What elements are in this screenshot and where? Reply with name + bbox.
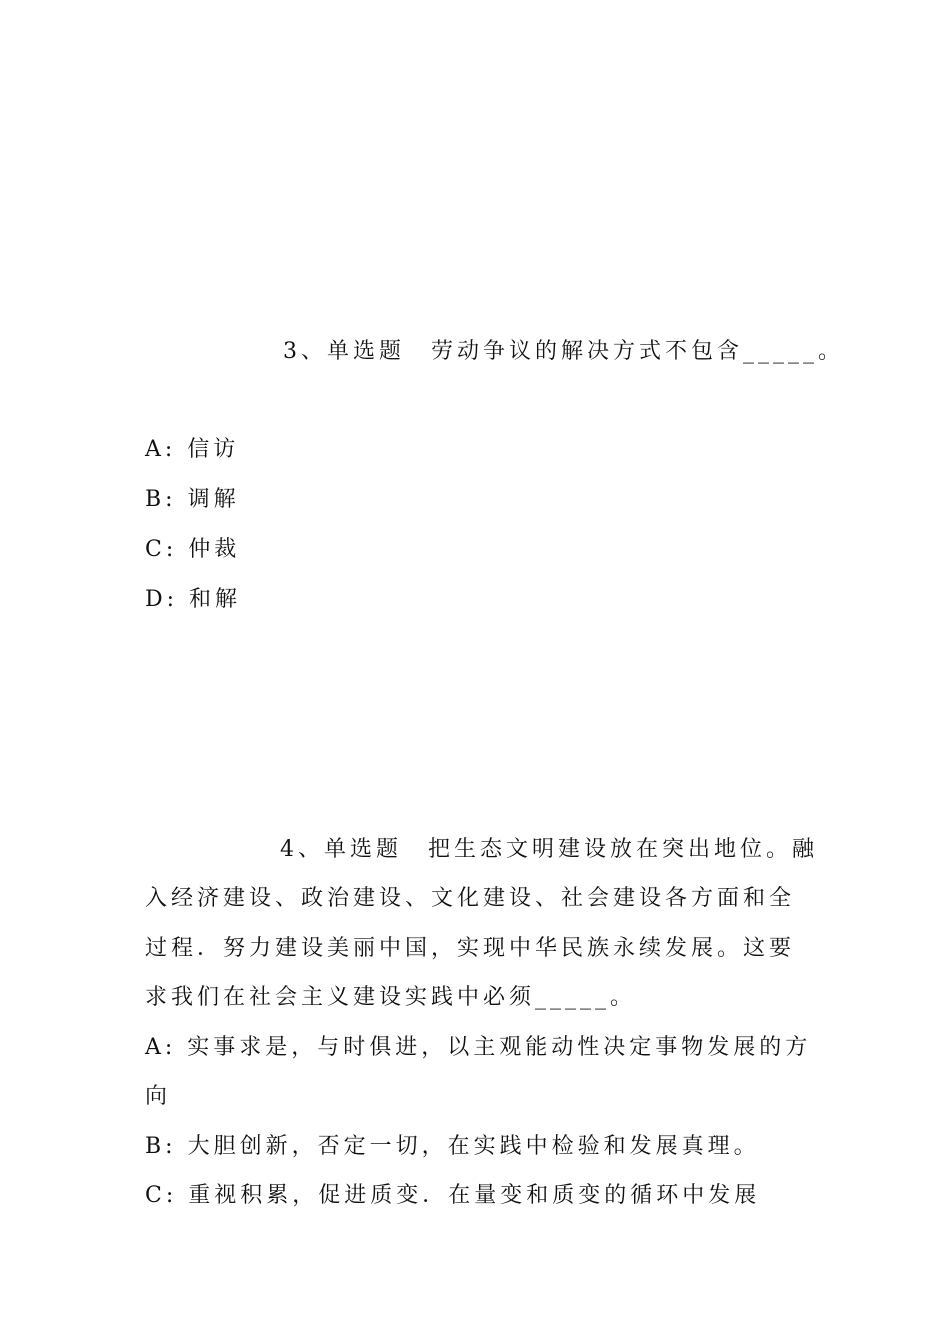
question-3-option-b: B: 调解	[145, 487, 240, 512]
question-4-stem-line: 入经济建设、政治建设、文化建设、社会建设各方面和全	[145, 886, 796, 911]
question-3-stem: 3、单选题 劳动争议的解决方式不包含_____。	[283, 339, 844, 364]
question-4-option-c: C: 重视积累，促进质变．在量变和质变的循环中发展	[145, 1183, 761, 1208]
question-4-stem-line: 求我们在社会主义建设实践中必须_____。	[145, 985, 637, 1010]
question-4-option-a-continued: 向	[145, 1084, 172, 1109]
question-4-stem-line: 4、单选题 把生态文明建设放在突出地位。融	[280, 837, 818, 862]
question-3-option-c: C: 仲裁	[145, 537, 241, 562]
question-3-option-d: D: 和解	[145, 587, 242, 612]
question-4-stem-line: 过程．努力建设美丽中国，实现中华民族永续发展。这要	[145, 936, 796, 961]
question-4-option-a: A: 实事求是，与时俱进，以主观能动性决定事物发展的方	[145, 1035, 812, 1060]
question-4-option-b: B: 大胆创新，否定一切，在实践中检验和发展真理。	[145, 1134, 760, 1159]
question-3-option-a: A: 信访	[145, 437, 240, 462]
